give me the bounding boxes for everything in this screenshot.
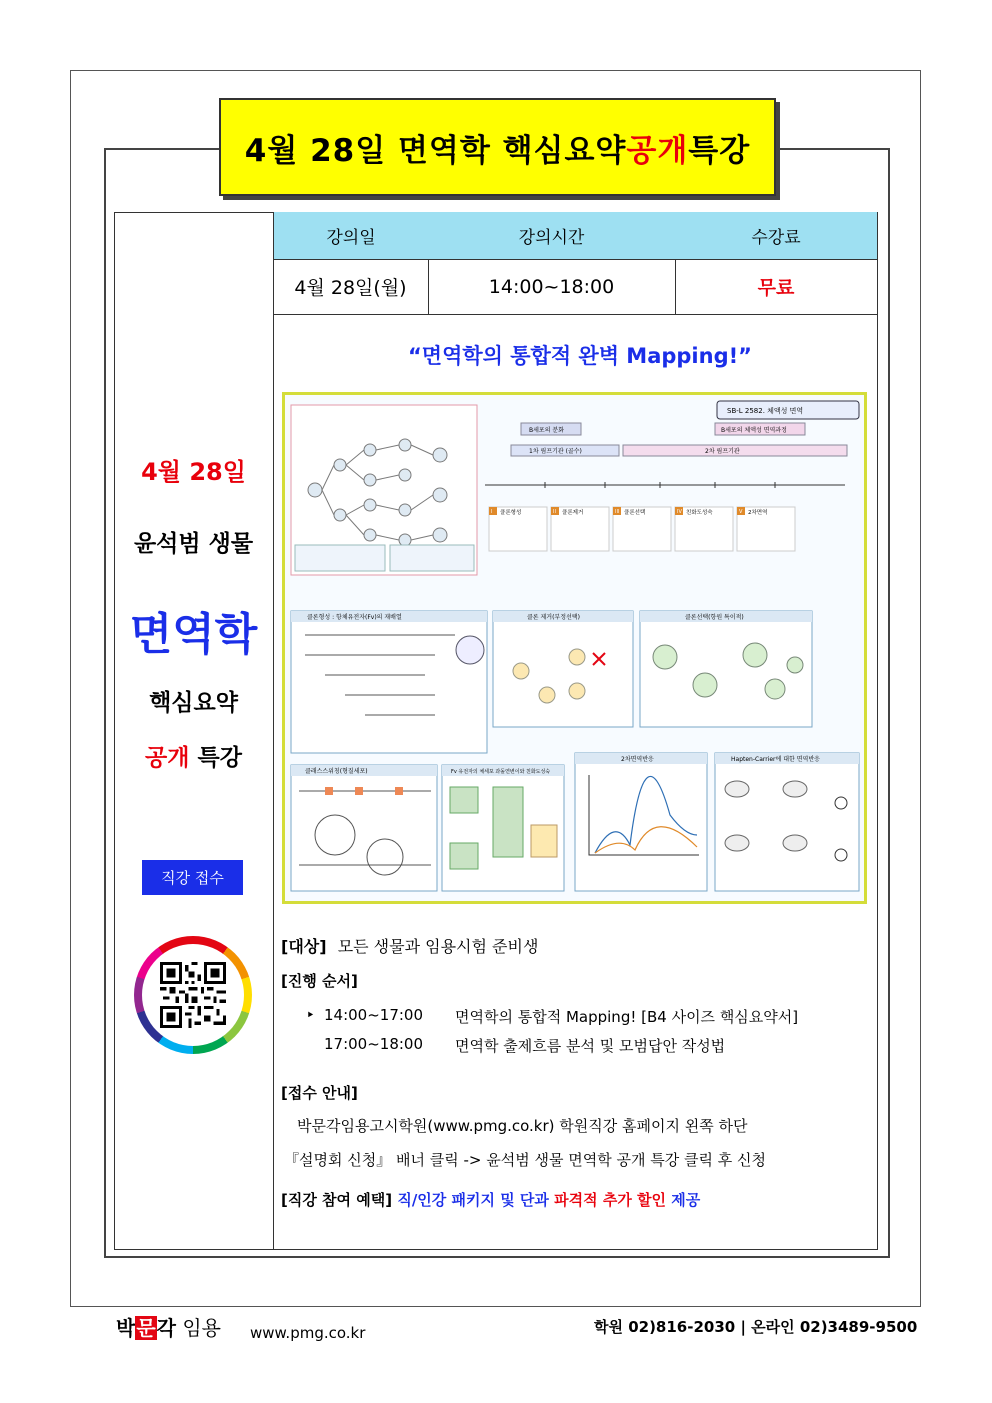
registration-line-2: 『설명회 신청』 배너 클릭 -> 윤석범 생물 면역학 공개 특강 클릭 후 신청 xyxy=(284,1151,766,1169)
diagram-secondary: 2차 림프기관 xyxy=(705,448,740,455)
left-date: 4월 28일 xyxy=(141,458,246,486)
diagram-l2: 클론제거 xyxy=(562,510,584,516)
diagram-l1: 클론형성 xyxy=(500,510,522,516)
header-time: 강의시간 xyxy=(428,212,676,260)
diagram-l4: 친화도성숙 xyxy=(686,510,713,516)
value-time: 14:00~18:00 xyxy=(428,259,676,315)
target-text: 모든 생물과 임용시험 준비생 xyxy=(337,937,539,956)
column-divider xyxy=(273,212,274,1250)
logo-char-1: 박 xyxy=(116,1316,136,1340)
immunology-map-drawing xyxy=(285,395,864,901)
header-fee: 수강료 xyxy=(675,212,878,260)
order-label: [진행 순서] xyxy=(281,972,358,990)
header-date: 강의일 xyxy=(273,212,429,260)
benefit-blue: 직/인강 패키지 및 단과 xyxy=(397,1191,549,1209)
title-part1: 4월 28일 면역학 핵심요약 xyxy=(244,132,627,169)
footer-contact: 학원 02)816-2030 | 온라인 02)3489-9500 xyxy=(594,1318,918,1336)
left-instructor: 윤석범 생물 xyxy=(133,531,254,557)
diagram-panel-a: 클론형성 : 항체유전자(Fv)의 재배열 xyxy=(307,614,402,621)
diagram-header: SB-L 2582. 체액성 면역 xyxy=(727,407,804,415)
benefit-label: [직강 참여 예택] xyxy=(281,1191,393,1209)
tagline: “면역학의 통합적 완벽 Mapping!” xyxy=(407,344,752,368)
diagram-box2: B세포의 체액성 면역과정 xyxy=(721,427,787,434)
registration-line-1: 박문각임용고시학원(www.pmg.co.kr) 학원직강 홈페이지 왼쪽 하단 xyxy=(297,1117,748,1135)
order-desc-1: 면역학의 통합적 Mapping! [B4 사이즈 핵심요약서] xyxy=(455,1008,799,1026)
logo-char-3: 각 xyxy=(156,1316,176,1340)
diagram-panel-d: 클래스스위칭(형질세포) xyxy=(305,768,368,775)
diagram-l3: 클론선택 xyxy=(624,510,646,516)
logo-suffix: 임용 xyxy=(175,1316,221,1340)
left-special: 특강 xyxy=(189,745,242,771)
bullet-icon: ‣ xyxy=(306,1006,315,1024)
diagram-p2: II xyxy=(553,509,556,515)
diagram-panel-c: 클론선택(항원 특이적) xyxy=(685,614,744,621)
diagram-p1: I xyxy=(491,509,493,515)
target-label: [대상] xyxy=(281,937,327,956)
value-fee: 무료 xyxy=(675,259,878,315)
left-open-lecture xyxy=(114,739,273,772)
diagram-panel-e: Fv 유전자의 체세포 과돌연변이와 친화도성숙 xyxy=(451,769,551,775)
value-date: 4월 28일(월) xyxy=(273,259,429,315)
brand-logo[interactable] xyxy=(116,1312,221,1341)
page-title xyxy=(219,98,776,196)
benefit-end: 제공 xyxy=(671,1191,701,1209)
benefit-line xyxy=(281,1189,700,1210)
diagram-l5: 2차면역 xyxy=(748,510,768,516)
diagram-panel-g: Hapten-Carrier에 대한 면역반응 xyxy=(731,756,820,763)
title-highlight: 공개 xyxy=(626,132,689,169)
left-open: 공개 xyxy=(145,745,190,771)
benefit-red: 파격적 추가 할인 xyxy=(554,1191,667,1209)
diagram-box1: B세포의 분화 xyxy=(529,427,565,434)
diagram-p5: V xyxy=(739,509,743,515)
diagram-panel-f: 2차면역반응 xyxy=(621,756,654,763)
diagram-primary: 1차 림프기관 (골수) xyxy=(529,448,582,455)
diagram-panel-b: 클론 제거(부정선택) xyxy=(527,614,580,621)
apply-button[interactable]: 직강 접수 xyxy=(142,860,243,895)
diagram-p4: IV xyxy=(677,509,682,515)
order-time-1: 14:00~17:00 xyxy=(324,1006,424,1024)
target-line xyxy=(281,934,538,957)
logo-char-2: 문 xyxy=(136,1316,156,1340)
order-time-2: 17:00~18:00 xyxy=(324,1035,424,1053)
left-summary: 핵심요약 xyxy=(149,690,238,716)
title-part2: 특강 xyxy=(688,132,751,169)
registration-label: [접수 안내] xyxy=(281,1084,358,1102)
footer-url-link[interactable]: www.pmg.co.kr xyxy=(250,1324,366,1342)
diagram-p3: III xyxy=(615,509,620,515)
immunology-map-image xyxy=(282,392,867,904)
left-subject: 면역학 xyxy=(129,609,258,660)
order-desc-2: 면역학 출제흐름 분석 및 모범답안 작성법 xyxy=(455,1037,726,1055)
qr-code-icon[interactable] xyxy=(160,962,226,1028)
